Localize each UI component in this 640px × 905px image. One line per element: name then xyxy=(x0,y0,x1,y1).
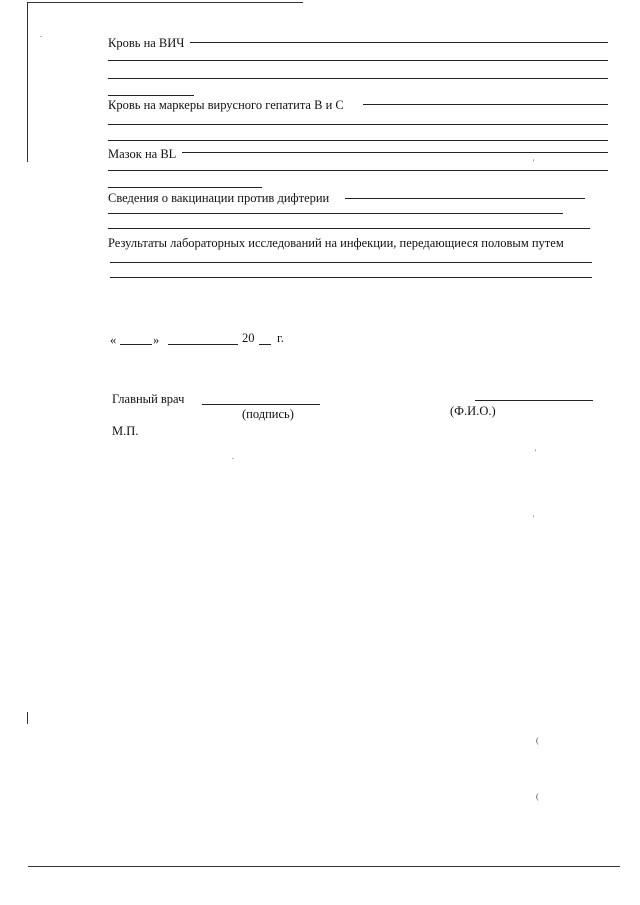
field-smear-label: Мазок на BL xyxy=(108,147,177,161)
date-century: 20 xyxy=(242,331,255,345)
field-hiv-line-3[interactable] xyxy=(108,78,608,79)
field-hepatitis-line-3[interactable] xyxy=(108,140,608,141)
field-smear-line[interactable] xyxy=(182,152,608,153)
scan-speck: ' xyxy=(535,448,537,457)
date-day-line[interactable] xyxy=(120,344,152,345)
field-diphtheria-line-3[interactable] xyxy=(108,228,590,229)
field-hiv-line[interactable] xyxy=(190,42,608,43)
name-caption: (Ф.И.О.) xyxy=(450,404,496,418)
field-sti-label: Результаты лабораторных исследований на инфекции, передающиеся половым путем xyxy=(108,236,564,250)
field-sti-line-2[interactable] xyxy=(110,262,592,263)
scan-speck: ( xyxy=(536,792,539,801)
field-hiv-line-2[interactable] xyxy=(108,60,608,61)
field-smear-line-2[interactable] xyxy=(108,170,608,171)
scan-left-edge xyxy=(27,2,28,162)
field-hiv-label: Кровь на ВИЧ xyxy=(108,36,185,50)
field-diphtheria-line-2[interactable] xyxy=(108,213,563,214)
field-hiv-line-4[interactable] xyxy=(108,95,194,96)
signature-line[interactable] xyxy=(202,404,320,405)
date-year-line[interactable] xyxy=(259,344,271,345)
field-diphtheria-line[interactable] xyxy=(345,198,585,199)
scan-speck: ' xyxy=(533,158,535,167)
field-hepatitis-line-2[interactable] xyxy=(108,124,608,125)
scan-top-edge xyxy=(28,2,303,3)
field-smear-line-3[interactable] xyxy=(108,187,262,188)
signature-caption: (подпись) xyxy=(242,407,294,421)
name-line[interactable] xyxy=(475,400,593,401)
field-hepatitis-label: Кровь на маркеры вирусного гепатита В и С xyxy=(108,98,344,112)
scan-speck: . xyxy=(40,30,42,39)
signature-role: Главный врач xyxy=(112,392,185,406)
date-open-quote: « xyxy=(110,333,117,347)
field-diphtheria-label: Сведения о вакцинации против дифтерии xyxy=(108,191,330,205)
date-month-line[interactable] xyxy=(168,344,238,345)
scan-left-mark xyxy=(27,712,28,724)
stamp-place: М.П. xyxy=(112,424,139,438)
scan-bottom-edge xyxy=(28,866,620,867)
scan-speck: ' xyxy=(533,514,535,523)
field-sti-line-3[interactable] xyxy=(110,277,592,278)
date-year-suffix: г. xyxy=(277,331,284,345)
scan-speck: . xyxy=(232,452,234,461)
field-hepatitis-line[interactable] xyxy=(363,104,608,105)
scan-speck: ( xyxy=(536,736,539,745)
date-close-quote: » xyxy=(153,333,160,347)
